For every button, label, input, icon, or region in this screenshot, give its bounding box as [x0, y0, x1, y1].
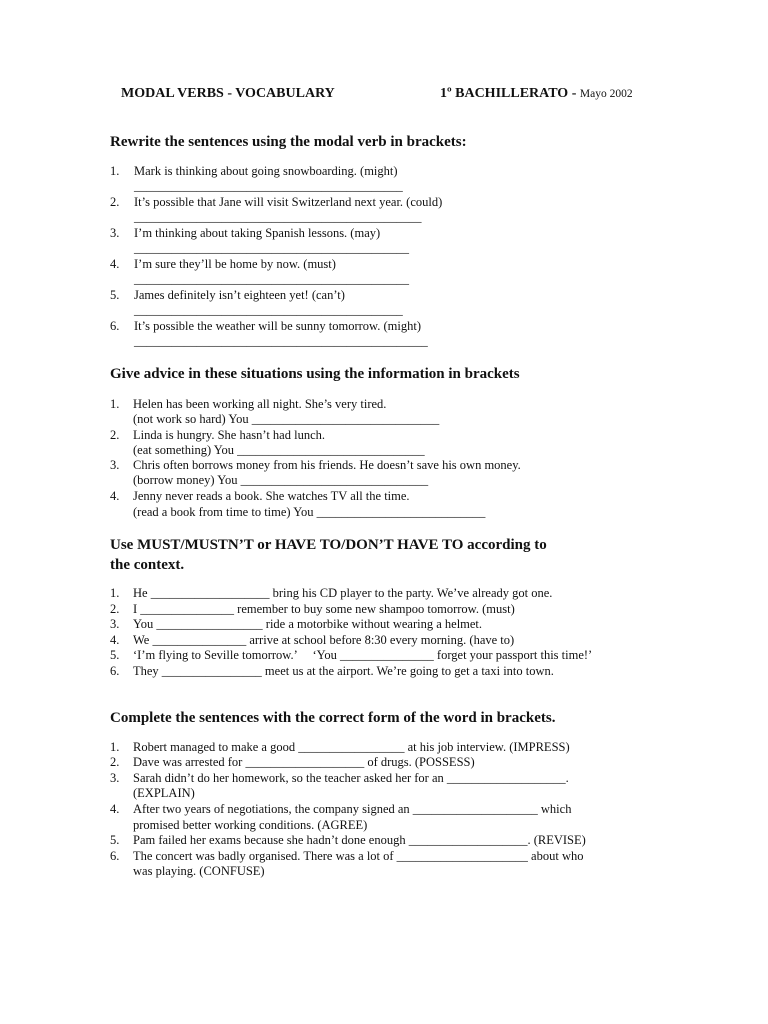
s2-item-4-number: 4. [110, 489, 120, 503]
s1-item-6-text: It’s possible the weather will be sunny tomorrow. (might) [134, 319, 421, 333]
section-1-heading: Rewrite the sentences using the modal verb in brackets: [110, 134, 467, 150]
s2-item-3-prompt: (borrow money) You ______________________________ [133, 473, 429, 487]
s1-item-1-answer-line: ___________________________________________ [134, 179, 403, 193]
section-3-heading-line-2: the context. [110, 557, 185, 573]
s3-item-2-number: 2. [110, 602, 120, 616]
s3-item-1-text: He ___________________ bring his CD player to the party. We’ve already got one. [133, 586, 553, 600]
s3-item-1-number: 1. [110, 586, 120, 600]
s2-item-2-number: 2. [110, 428, 120, 442]
s3-item-4-number: 4. [110, 633, 120, 647]
s1-item-1-text: Mark is thinking about going snowboarding. (might) [134, 164, 398, 178]
s2-item-2-situation: Linda is hungry. She hasn’t had lunch. [133, 428, 325, 442]
s3-item-5-number: 5. [110, 648, 120, 662]
s4-item-3-text-cont: (EXPLAIN) [133, 786, 195, 800]
s4-item-6-text-cont: was playing. (CONFUSE) [133, 864, 265, 878]
s4-item-5-text: Pam failed her exams because she hadn’t done enough ___________________. (REVISE) [133, 833, 586, 847]
s1-item-3-answer-line: ____________________________________________ [134, 241, 409, 255]
s1-item-5-text: James definitely isn’t eighteen yet! (can’t) [134, 288, 345, 302]
s1-item-3-text: I’m thinking about taking Spanish lessons. (may) [134, 226, 381, 240]
s4-item-2-number: 2. [110, 755, 120, 769]
s4-item-2-text: Dave was arrested for ___________________ of drugs. (POSSESS) [133, 755, 475, 769]
s4-item-1-number: 1. [110, 740, 120, 754]
s1-item-5-number: 5. [110, 288, 120, 302]
s1-item-1-number: 1. [110, 164, 120, 178]
s4-item-4-number: 4. [110, 802, 120, 816]
s4-item-4-text: After two years of negotiations, the company signed an ____________________ which [133, 802, 572, 816]
s1-item-2-text: It’s possible that Jane will visit Switzerland next year. (could) [134, 195, 443, 209]
s2-item-3-situation: Chris often borrows money from his friends. He doesn’t save his own money. [133, 458, 521, 472]
s4-item-3-text: Sarah didn’t do her homework, so the teacher asked her for an ___________________. [133, 771, 569, 785]
s2-item-2-prompt: (eat something) You ______________________________ [133, 443, 425, 457]
section-4-heading: Complete the sentences with the correct form of the word in brackets. [110, 710, 556, 726]
section-3-heading-line-1: Use MUST/MUSTN’T or HAVE TO/DON’T HAVE TO according to [110, 537, 547, 553]
s1-item-6-number: 6. [110, 319, 120, 333]
s2-item-4-prompt: (read a book from time to time) You ___________________________ [133, 505, 486, 519]
s3-item-2-text: I _______________ remember to buy some new shampoo tomorrow. (must) [133, 602, 515, 616]
s4-item-6-number: 6. [110, 849, 120, 863]
s2-item-1-prompt: (not work so hard) You ______________________________ [133, 412, 440, 426]
s3-item-6-number: 6. [110, 664, 120, 678]
s3-item-3-text: You _________________ ride a motorbike without wearing a helmet. [133, 617, 483, 631]
worksheet-title: MODAL VERBS - VOCABULARY [121, 86, 335, 101]
s2-item-3-number: 3. [110, 458, 120, 472]
s4-item-6-text: The concert was badly organised. There was a lot of _____________________ about who [133, 849, 584, 863]
s4-item-3-number: 3. [110, 771, 120, 785]
s1-item-4-number: 4. [110, 257, 120, 271]
s4-item-1-text: Robert managed to make a good _________________ at his job interview. (IMPRESS) [133, 740, 570, 754]
s2-item-1-number: 1. [110, 397, 120, 411]
s2-item-4-situation: Jenny never reads a book. She watches TV all the time. [133, 489, 410, 503]
s4-item-5-number: 5. [110, 833, 120, 847]
s4-item-4-text-cont: promised better working conditions. (AGREE) [133, 818, 368, 832]
s3-item-5-text: ‘I’m flying to Seville tomorrow.’ ‘You _______________ forget your passport this time!’ [133, 648, 593, 662]
s1-item-4-answer-line: ____________________________________________ [134, 272, 409, 286]
level-label [440, 86, 633, 102]
date-text: Mayo 2002 [579, 88, 633, 100]
page-header [0, 86, 768, 104]
s3-item-3-number: 3. [110, 617, 120, 631]
s1-item-2-answer-line: ______________________________________________ [134, 210, 422, 224]
s1-item-2-number: 2. [110, 195, 120, 209]
s3-item-6-text: They ________________ meet us at the airport. We’re going to get a taxi into town. [133, 664, 554, 678]
level-text: 1º BACHILLERATO - [440, 86, 580, 101]
s1-item-6-answer-line: _______________________________________________ [134, 334, 428, 348]
s1-item-5-answer-line: ___________________________________________ [134, 303, 403, 317]
s1-item-4-text: I’m sure they’ll be home by now. (must) [134, 257, 336, 271]
section-2-heading: Give advice in these situations using the information in brackets [110, 366, 520, 382]
s3-item-4-text: We _______________ arrive at school before 8:30 every morning. (have to) [133, 633, 515, 647]
s1-item-3-number: 3. [110, 226, 120, 240]
s2-item-1-situation: Helen has been working all night. She’s very tired. [133, 397, 387, 411]
